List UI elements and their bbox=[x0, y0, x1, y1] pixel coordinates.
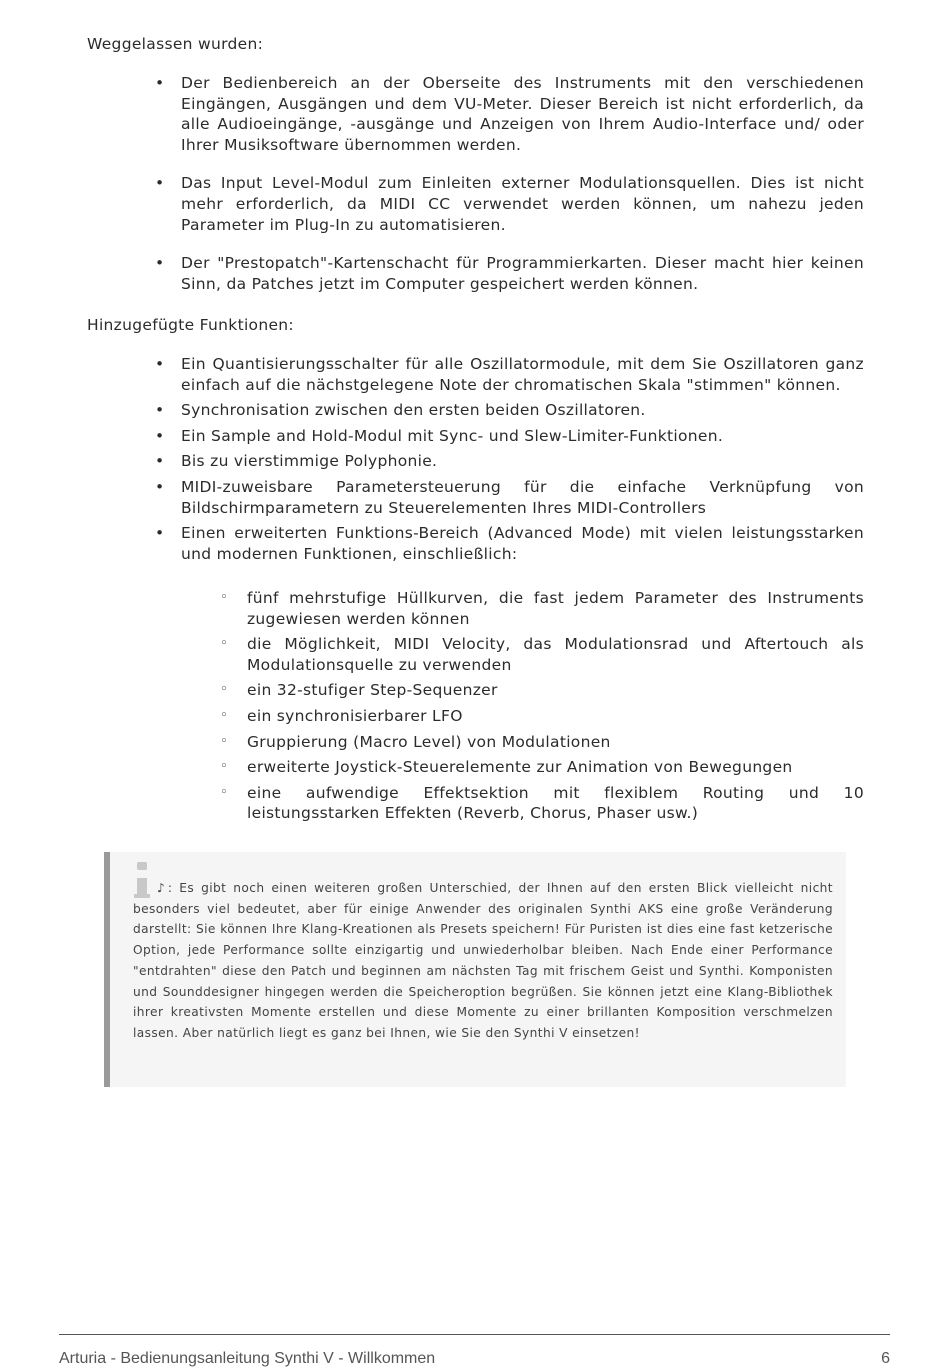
page-number: 6 bbox=[881, 1350, 890, 1367]
list-item: • MIDI-zuweisbare Parametersteuerung für die einfache Verknüpfung von Bildschirmparametern zu Steuerelementen Ihres MIDI-Controllers bbox=[152, 477, 864, 518]
sub-list-item: ◦ Gruppierung (Macro Level) von Modulationen bbox=[152, 732, 864, 753]
advanced-features-list bbox=[152, 588, 864, 829]
sub-list-item: ◦ ein synchronisierbarer LFO bbox=[152, 706, 864, 727]
sub-list-item: ◦ eine aufwendige Effektsektion mit flexiblem Routing und 10 leistungsstarken Effekten (Reverb, Chorus, Phaser usw.) bbox=[152, 783, 864, 824]
sub-list-item: ◦ fünf mehrstufige Hüllkurven, die fast jedem Parameter des Instruments zugewiesen werden können bbox=[152, 588, 864, 629]
list-item: • Ein Sample and Hold-Modul mit Sync- und Slew-Limiter-Funktionen. bbox=[152, 426, 864, 447]
list-item: • Der Bedienbereich an der Oberseite des Instruments mit den verschiedenen Eingängen, Ausgängen und dem VU-Meter. Dieser Bereich ist nicht erforderlich, da alle Audioeingänge, -ausgänge und Anzeigen von Ihrem Audio-Interface und/ oder Ihrer Musiksoftware übernommen werden. bbox=[152, 73, 864, 155]
footer-title: Arturia - Bedienungsanleitung Synthi V - Willkommen bbox=[59, 1350, 436, 1367]
sub-list-item: ◦ die Möglichkeit, MIDI Velocity, das Modulationsrad und Aftertouch als Modulationsquelle zu verwenden bbox=[152, 634, 864, 675]
list-item: • Synchronisation zwischen den ersten beiden Oszillatoren. bbox=[152, 400, 864, 421]
info-note-box bbox=[104, 852, 846, 1087]
list-item-text: Einen erweiterten Funktions-Bereich (Advanced Mode) mit vielen leistungsstarken und modernen Funktionen, einschließlich: bbox=[181, 524, 864, 563]
removed-heading: Weggelassen wurden: bbox=[87, 35, 264, 53]
sub-list-item: ◦ ein 32-stufiger Step-Sequenzer bbox=[152, 680, 864, 701]
sub-list-item: ◦ erweiterte Joystick-Steuerelemente zur Animation von Bewegungen bbox=[152, 757, 864, 778]
removed-list bbox=[152, 73, 864, 312]
footer-divider bbox=[59, 1334, 890, 1335]
list-item: • Das Input Level-Modul zum Einleiten externer Modulationsquellen. Dies ist nicht mehr erforderlich, da MIDI CC verwendet werden können, um nahezu jeden Parameter im Plug-In zu automatisieren. bbox=[152, 173, 864, 235]
added-list bbox=[152, 354, 864, 564]
list-item: • Ein Quantisierungsschalter für alle Oszillatormodule, mit dem Sie Oszillatoren ganz einfach auf die nächstgelegene Note der chromatischen Skala "stimmen" können. bbox=[152, 354, 864, 395]
added-heading: Hinzugefügte Funktionen: bbox=[87, 316, 294, 334]
info-note-text: ♪: Es gibt noch einen weiteren großen Unterschied, der Ihnen auf den ersten Blick vielleicht nicht besonders viel bedeutet, aber für einige Anwender des originalen Synthi AKS eine große Veränderung darstellt: Sie können Ihre Klang-Kreationen als Presets speichern! Für Puristen ist dies eine fast ketzerische Option, jede Performance sollte einzigartig und unwiederholbar bleiben. Nach Ende einer Performance "entdrahten" diese den Patch und beginnen am nächsten Tag mit frischem Geist und Synthi. Komponisten und Sounddesigner hingegen werden die Speicheroption begrüßen. Sie können jetzt eine Klang-Bibliothek ihrer kreativsten Momente erstellen und diese Momente zu einer brillanten Komposition verschmelzen lassen. Aber natürlich liegt es ganz bei Ihnen, wie Sie den Synthi V einsetzen! bbox=[133, 881, 833, 1040]
list-item: • Der "Prestopatch"-Kartenschacht für Programmierkarten. Dieser macht hier keinen Sinn, da Patches jetzt im Computer gespeichert werden können. bbox=[152, 253, 864, 294]
list-item bbox=[152, 523, 864, 564]
list-item: • Bis zu vierstimmige Polyphonie. bbox=[152, 451, 864, 472]
